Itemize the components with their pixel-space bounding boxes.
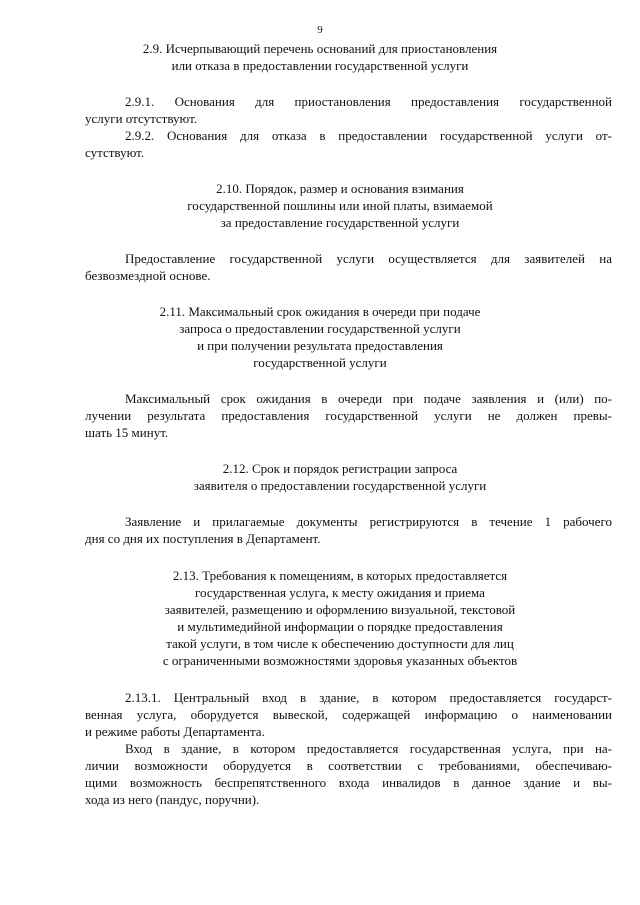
heading-line: государственной пошлины или иной платы, взимаемой	[187, 198, 493, 213]
heading-line: с ограниченными возможностями здоровья указанных объектов	[162, 653, 518, 668]
heading-line: 2.9. Исчерпывающий перечень оснований для приостановления	[142, 41, 498, 56]
paragraph-line: 2.13.1. Центральный вход в здание, в котором предоставляется государст-	[125, 690, 612, 705]
heading-line: заявителей, размещению и оформлению визуальной, текстовой	[164, 602, 516, 617]
paragraph-line: Вход в здание, в котором предоставляется государственная услуга, при на-	[125, 741, 612, 756]
paragraph-line: хода из него (пандус, поручни).	[85, 792, 260, 807]
paragraph-line: сутствуют.	[85, 145, 145, 160]
paragraph-line: щими возможность беспрепятственного входа инвалидов в данное здание и вы-	[85, 775, 612, 790]
paragraph-line: лучении результата предоставления государственной услуги не должен превы-	[85, 408, 612, 423]
heading-line: государственной услуги	[253, 355, 387, 370]
paragraph-line: Максимальный срок ожидания в очереди при подаче заявления и (или) по-	[125, 391, 612, 406]
paragraph-line: 2.9.1. Основания для приостановления предоставления государственной	[125, 94, 612, 109]
heading-line: запроса о предоставлении государственной услуги	[179, 321, 461, 336]
paragraph-line: шать 15 минут.	[85, 425, 169, 440]
paragraph-line: личии возможности оборудуется в соответствии с требованиями, обеспечиваю-	[85, 758, 612, 773]
heading-line: заявителя о предоставлении государственной услуги	[193, 478, 487, 493]
paragraph-line: венная услуга, оборудуется вывеской, содержащей информацию о наименовании	[85, 707, 612, 722]
heading-line: 2.12. Срок и порядок регистрации запроса	[222, 461, 458, 476]
paragraph-line: безвозмездной основе.	[85, 268, 211, 283]
paragraph-line: Заявление и прилагаемые документы регистрируются в течение 1 рабочего	[125, 514, 612, 529]
paragraph-line: услуги отсутствуют.	[85, 111, 198, 126]
heading-line: и мультимедийной информации о порядке предоставления	[177, 619, 503, 634]
heading-line: государственная услуга, к месту ожидания и приема	[195, 585, 485, 600]
heading-line: 2.11. Максимальный срок ожидания в очереди при подаче	[159, 304, 481, 319]
paragraph-line: 2.9.2. Основания для отказа в предоставлении государственной услуги от-	[125, 128, 612, 143]
heading-line: или отказа в предоставлении государственной услуги	[171, 58, 469, 73]
paragraph-line: Предоставление государственной услуги осуществляется для заявителей на	[125, 251, 612, 266]
heading-line: 2.13. Требования к помещениям, в которых предоставляется	[172, 568, 508, 583]
paragraph-line: дня со дня их поступления в Департамент.	[85, 531, 321, 546]
heading-line: за предоставление государственной услуги	[220, 215, 460, 230]
heading-line: и при получении результата предоставления	[197, 338, 443, 353]
paragraph-line: и режиме работы Департамента.	[85, 724, 265, 739]
heading-line: 2.10. Порядок, размер и основания взимания	[216, 181, 464, 196]
heading-line: такой услуги, в том числе к обеспечению доступности для лиц	[166, 636, 514, 651]
page-number: 9	[317, 24, 323, 36]
